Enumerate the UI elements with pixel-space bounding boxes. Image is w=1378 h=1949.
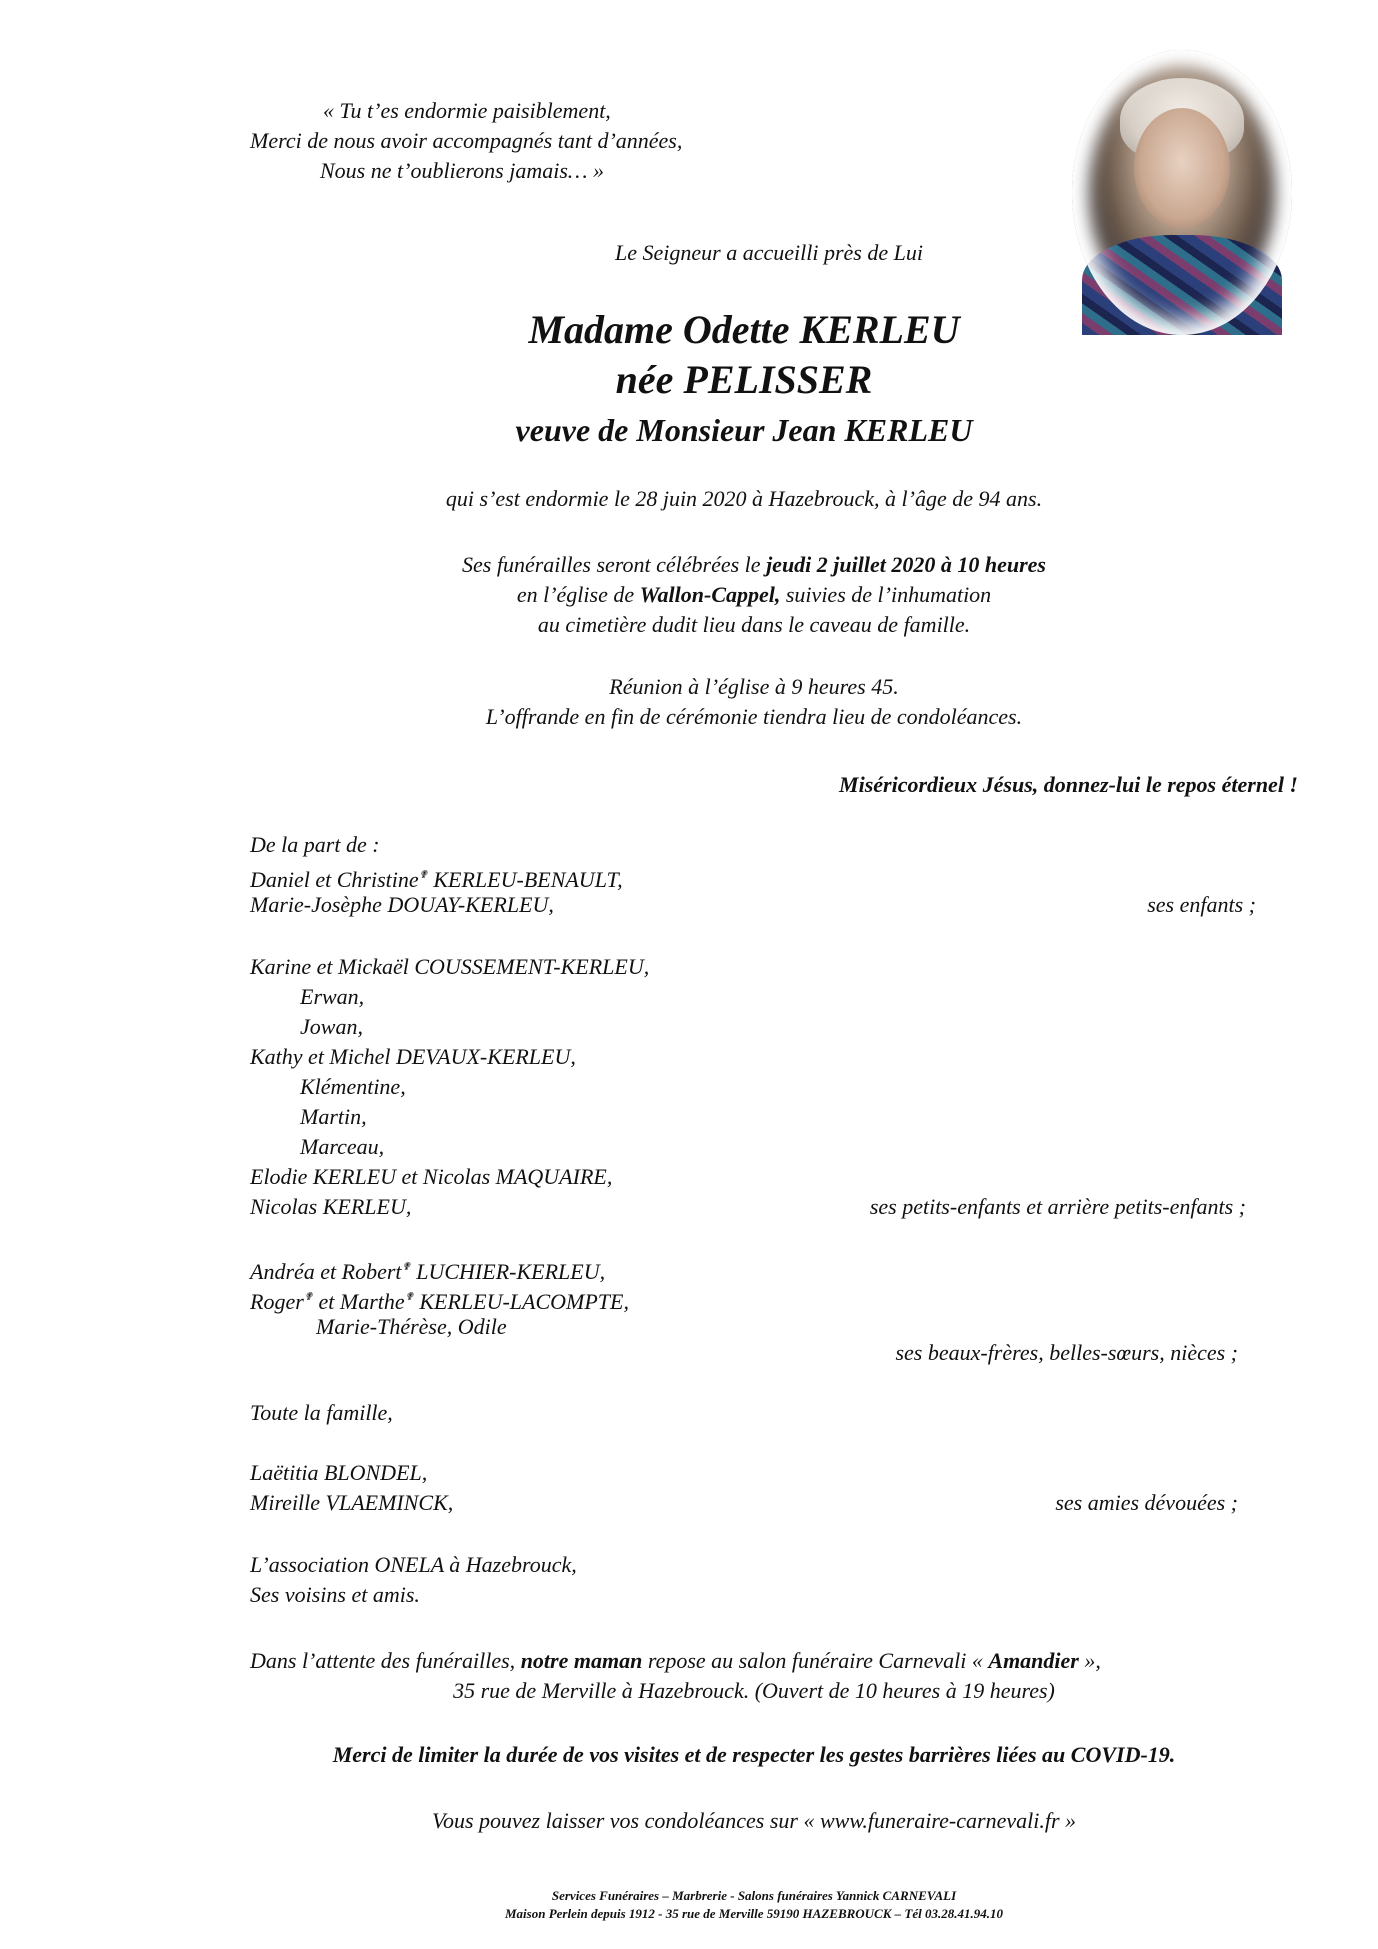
condolences-text: Vous pouvez laisser vos condoléances sur « www.funeraire-carnevali.fr » xyxy=(431,1808,1077,1833)
poem-line-1: « Tu t’es endormie paisiblement, xyxy=(323,98,611,123)
grandchildren-line-4: Kathy et Michel DEVAUX-KERLEU, xyxy=(250,1044,576,1069)
grandchildren-line-8: Elodie KERLEU et Nicolas MAQUAIRE, xyxy=(250,1164,613,1189)
meeting-line-2: L’offrande en fin de cérémonie tiendra lieu de condoléances. xyxy=(485,704,1023,729)
grandchildren-line-5: Klémentine, xyxy=(300,1074,406,1099)
cross-icon: ✟ xyxy=(303,1291,313,1303)
meeting-line-1: Réunion à l’église à 9 heures 45. xyxy=(609,674,899,699)
friends-line-2: Mireille VLAEMINCK, xyxy=(250,1490,454,1515)
intro-text: Le Seigneur a accueilli près de Lui xyxy=(615,240,923,265)
grandchildren-line-9: Nicolas KERLEU, xyxy=(250,1194,412,1219)
grandchildren-line-3: Jowan, xyxy=(300,1014,363,1039)
footer-line-2: Maison Perlein depuis 1912 - 35 rue de Merville 59190 HAZEBROUCK – Tél 03.28.41.94.10 xyxy=(505,1906,1003,1921)
inlaws-line-3: Marie-Thérèse, Odile xyxy=(316,1314,507,1339)
repose-line-1: Dans l’attente des funérailles, notre maman repose au salon funéraire Carnevali « Amandier », xyxy=(250,1648,1101,1673)
family-header: De la part de : xyxy=(250,832,380,857)
poem-line-2: Merci de nous avoir accompagnés tant d’années, xyxy=(250,128,683,153)
inlaws-line-2: Roger✟ et Marthe✟ KERLEU-LACOMPTE, xyxy=(250,1289,629,1314)
poem-line-3: Nous ne t’oublierons jamais… » xyxy=(320,158,604,183)
repose-line-2: 35 rue de Merville à Hazebrouck. (Ouvert de 10 heures à 19 heures) xyxy=(453,1678,1055,1703)
children-role: ses enfants ; xyxy=(1147,892,1256,917)
deceased-name: Madame Odette KERLEU xyxy=(528,307,960,352)
portrait-vignette xyxy=(1072,50,1292,335)
inlaws-line-1: Andréa et Robert✟ LUCHIER-KERLEU, xyxy=(250,1259,606,1284)
all-family: Toute la famille, xyxy=(250,1400,393,1425)
grandchildren-line-1: Karine et Mickaël COUSSEMENT-KERLEU, xyxy=(250,954,650,979)
cross-icon: ✟ xyxy=(404,1291,414,1303)
inlaws-role: ses beaux-frères, belles-sœurs, nièces ; xyxy=(895,1340,1238,1365)
grandchildren-line-7: Marceau, xyxy=(300,1134,385,1159)
children-line-2: Marie-Josèphe DOUAY-KERLEU, xyxy=(250,892,554,917)
children-line-1: Daniel et Christine✟ KERLEU-BENAULT, xyxy=(250,867,623,892)
grandchildren-role: ses petits-enfants et arrière petits-enfants ; xyxy=(869,1194,1246,1219)
funeral-line-2: en l’église de Wallon-Cappel, suivies de l’inhumation xyxy=(516,582,992,607)
cross-icon: ✟ xyxy=(418,869,428,881)
death-notice: qui s’est endormie le 28 juin 2020 à Hazebrouck, à l’âge de 94 ans. xyxy=(445,486,1043,511)
friends-role: ses amies dévouées ; xyxy=(1055,1490,1238,1515)
covid-notice: Merci de limiter la durée de vos visites et de respecter les gestes barrières liées au COVID-19. xyxy=(332,1742,1176,1767)
footer-line-1: Services Funéraires – Marbrerie - Salons funéraires Yannick CARNEVALI xyxy=(551,1888,957,1903)
association-line-1: L’association ONELA à Hazebrouck, xyxy=(250,1552,577,1577)
association-line-2: Ses voisins et amis. xyxy=(250,1582,420,1607)
portrait-photo xyxy=(1072,50,1292,335)
cross-icon: ✟ xyxy=(401,1261,411,1273)
grandchildren-line-6: Martin, xyxy=(300,1104,367,1129)
widow-of: veuve de Monsieur Jean KERLEU xyxy=(515,412,973,448)
friends-line-1: Laëtitia BLONDEL, xyxy=(250,1460,428,1485)
funeral-line-1: Ses funérailles seront célébrées le jeudi 2 juillet 2020 à 10 heures xyxy=(462,552,1046,577)
maiden-name: née PELISSER xyxy=(615,357,873,402)
grandchildren-line-2: Erwan, xyxy=(300,984,365,1009)
funeral-line-3: au cimetière dudit lieu dans le caveau de famille. xyxy=(537,612,971,637)
prayer: Miséricordieux Jésus, donnez-lui le repos éternel ! xyxy=(839,772,1298,797)
